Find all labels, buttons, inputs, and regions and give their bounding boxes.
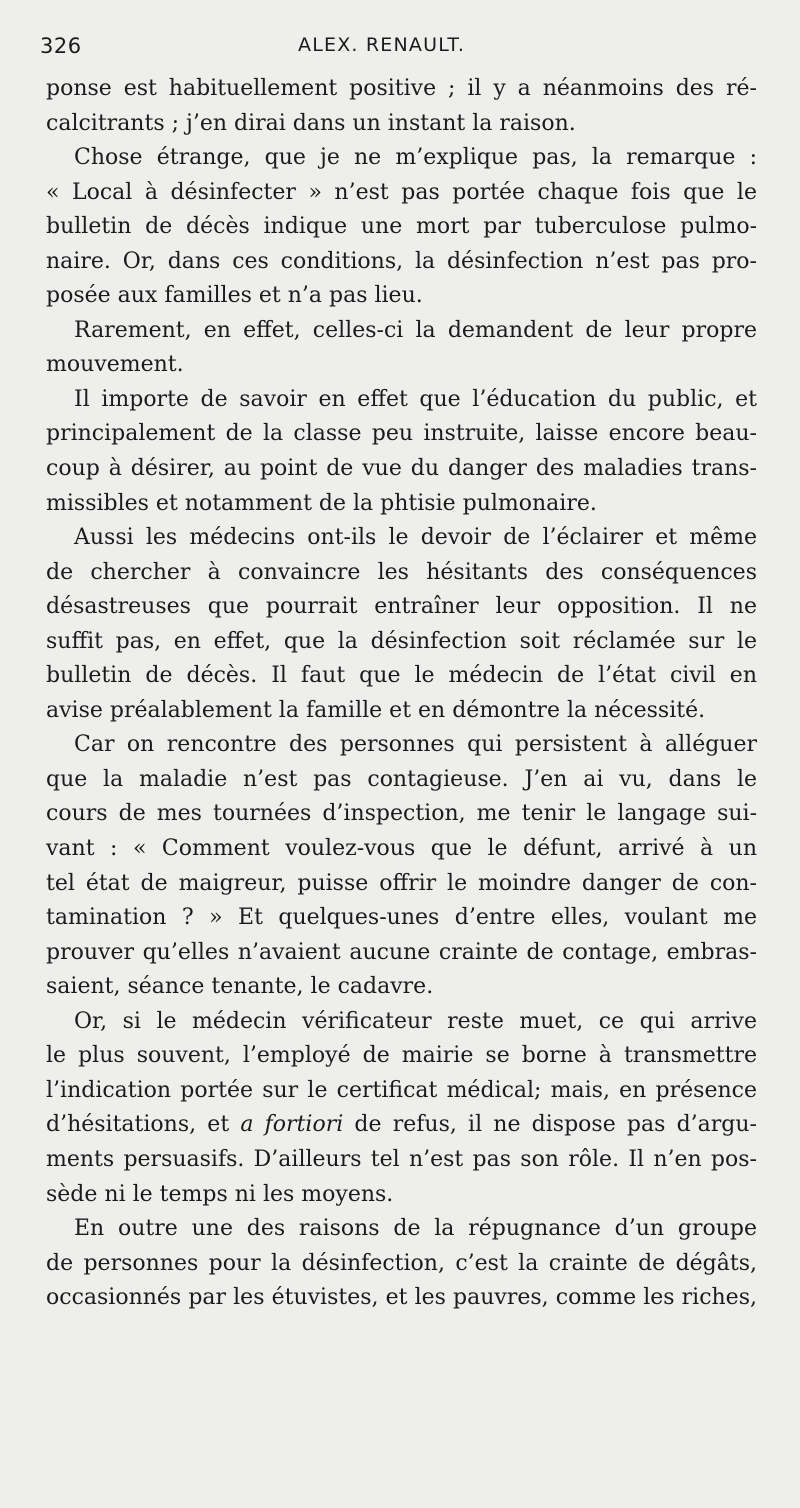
text-line: que la maladie n’est pas contagieuse. J’en ai vu, dans le xyxy=(46,766,757,792)
text-line: cours de mes tournées d’inspection, me tenir le langage sui- xyxy=(46,801,757,827)
text-line: sède ni le temps ni les moyens. xyxy=(46,1181,394,1207)
text-line: bulletin de décès. Il faut que le médecin de l’état civil en xyxy=(46,663,757,689)
text-line: mouvement. xyxy=(46,352,184,378)
text-line: Or, si le médecin vérificateur reste muet, ce qui arrive xyxy=(74,1008,757,1034)
text-line: prouver qu’elles n’avaient aucune crainte de contage, embras- xyxy=(46,939,757,965)
text-line: Aussi les médecins ont-ils le devoir de l’éclairer et même xyxy=(74,525,757,551)
text-line xyxy=(46,1108,757,1143)
text-line: vant : « Comment voulez-vous que le défunt, arrivé à un xyxy=(46,836,757,862)
text-line: de personnes pour la désinfection, c’est la crainte de dégâts, xyxy=(46,1250,757,1276)
text-line: occasionnés par les étuvistes, et les pauvres, comme les riches, xyxy=(46,1285,757,1311)
text-line: désastreuses que pourrait entraîner leur opposition. Il ne xyxy=(46,594,757,620)
text-line: missibles et notamment de la phtisie pulmonaire. xyxy=(46,490,597,516)
text-line: bulletin de décès indique une mort par tuberculose pulmo- xyxy=(46,214,757,240)
body-text xyxy=(46,72,757,1316)
running-title: ALEX. RENAULT. xyxy=(298,34,466,56)
text-line: naire. Or, dans ces conditions, la désinfection n’est pas pro- xyxy=(46,248,757,274)
text-segment: de refus, il ne dispose pas d’argu- xyxy=(343,1112,757,1138)
text-line: tamination ? » Et quelques-unes d’entre elles, voulant me xyxy=(46,905,757,931)
text-line: le plus souvent, l’employé de mairie se borne à transmettre xyxy=(46,1043,757,1069)
text-line: ponse est habituellement positive ; il y a néanmoins des ré- xyxy=(46,76,757,101)
text-line: l’indication portée sur le certificat médical; mais, en présence xyxy=(46,1077,757,1103)
italic-phrase: a fortiori xyxy=(240,1112,344,1138)
text-line: Rarement, en effet, celles-ci la demandent de leur propre xyxy=(74,317,757,343)
text-line: saient, séance tenante, le cadavre. xyxy=(46,974,434,1000)
text-line: tel état de maigreur, puisse offrir le moindre danger de con- xyxy=(46,870,757,896)
text-line: « Local à désinfecter » n’est pas portée chaque fois que le xyxy=(46,179,757,205)
text-line: de chercher à convaincre les hésitants des conséquences xyxy=(46,559,757,585)
text-line: ments persuasifs. D’ailleurs tel n’est pas son rôle. Il n’en pos- xyxy=(46,1146,757,1172)
text-line: coup à désirer, au point de vue du danger des maladies trans- xyxy=(46,456,757,482)
page-number: 326 xyxy=(40,34,82,58)
page-header xyxy=(40,30,740,66)
text-line: Chose étrange, que je ne m’explique pas, la remarque : xyxy=(74,145,757,171)
text-line: Il importe de savoir en effet que l’éducation du public, et xyxy=(74,386,757,412)
text-line: posée aux familles et n’a pas lieu. xyxy=(46,283,423,309)
text-line: Car on rencontre des personnes qui persistent à alléguer xyxy=(74,732,757,758)
text-line: En outre une des raisons de la répugnance d’un groupe xyxy=(74,1216,757,1242)
text-line: principalement de la classe peu instruite, laisse encore beau- xyxy=(46,421,757,447)
text-line: avise préalablement la famille et en démontre la nécessité. xyxy=(46,697,706,723)
text-line: calcitrants ; j’en dirai dans un instant la raison. xyxy=(46,110,576,136)
text-line: suffit pas, en effet, que la désinfection soit réclamée sur le xyxy=(46,628,757,654)
text-segment: d’hésitations, et xyxy=(46,1112,241,1138)
